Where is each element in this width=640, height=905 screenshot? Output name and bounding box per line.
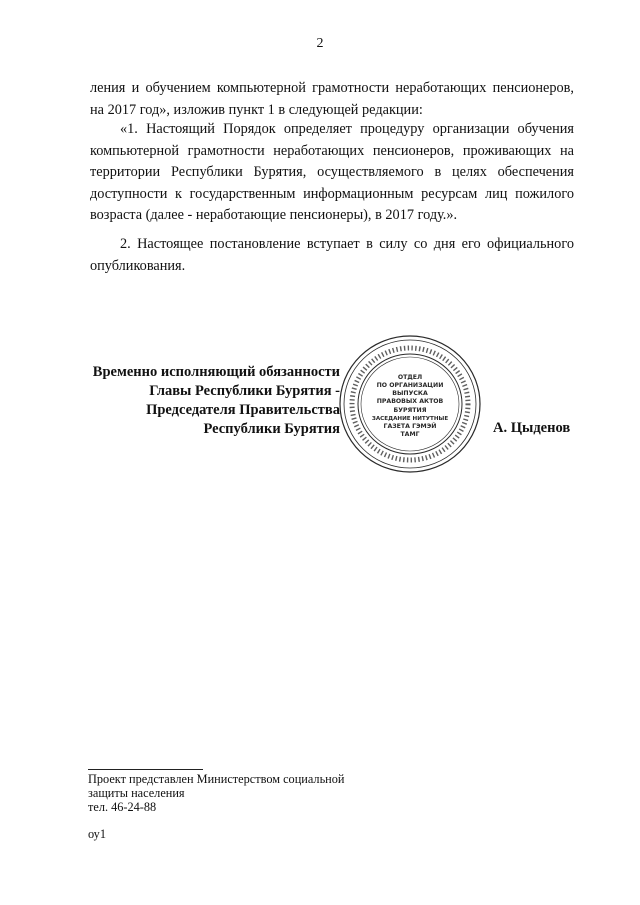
seal-inner-line: ОТДЕЛ <box>397 374 423 381</box>
seal-inner-line: ПО ОРГАНИЗАЦИИ <box>376 382 444 389</box>
seal-inner-line: ПРАВОВЫХ АКТОВ <box>376 398 444 405</box>
footer-line: тел. 46-24-88 <box>88 800 157 814</box>
seal-inner-line: ГАЗЕТА ГЭМЭЙ <box>383 423 437 430</box>
signatory-title-line: Председателя Правительства <box>146 402 340 418</box>
signatory-title-line: Республики Бурятия <box>203 421 340 437</box>
seal-inner-line: ЗАСЕДАНИЕ НИТУТНЫЕ <box>371 416 449 422</box>
signatory-title <box>70 363 340 439</box>
signatory-title-line: Временно исполняющий обязанности <box>92 364 340 380</box>
seal-inner-line: БУРЯТИЯ <box>393 407 427 414</box>
seal-inner-line: ВЫПУСКА <box>392 390 428 397</box>
body-paragraph-1: ления и обучением компьютерной грамотности неработающих пенсионеров, на 2017 год», изложив пункт 1 в следующей редакции: <box>90 80 574 118</box>
signatory-name: А. Цыденов <box>493 420 571 436</box>
footer-rule <box>88 769 203 770</box>
official-seal-stamp <box>337 333 483 475</box>
footer-line: защиты населения <box>88 786 185 800</box>
document-code: оу1 <box>88 827 106 841</box>
page-number: 2 <box>316 36 324 51</box>
seal-inner-line: ТАМГ <box>400 431 420 438</box>
body-paragraph-2: «1. Настоящий Порядок определяет процедуру организации обучения компьютерной грамотности неработающих пенсионеров, проживающих на территории Республики Бурятия, осуществляемого в целях обеспечения доступности к государственным информационным ресурсам лиц пожилого возраста (далее - неработающие пенсионеры), в 2017 году.». <box>90 121 574 223</box>
body-paragraph-3: 2. Настоящее постановление вступает в силу со дня его официального опубликования. <box>90 236 574 274</box>
signatory-title-line: Главы Республики Бурятия - <box>149 383 340 399</box>
footer-line: Проект представлен Министерством социальной <box>88 772 345 786</box>
footer-note <box>88 769 345 841</box>
